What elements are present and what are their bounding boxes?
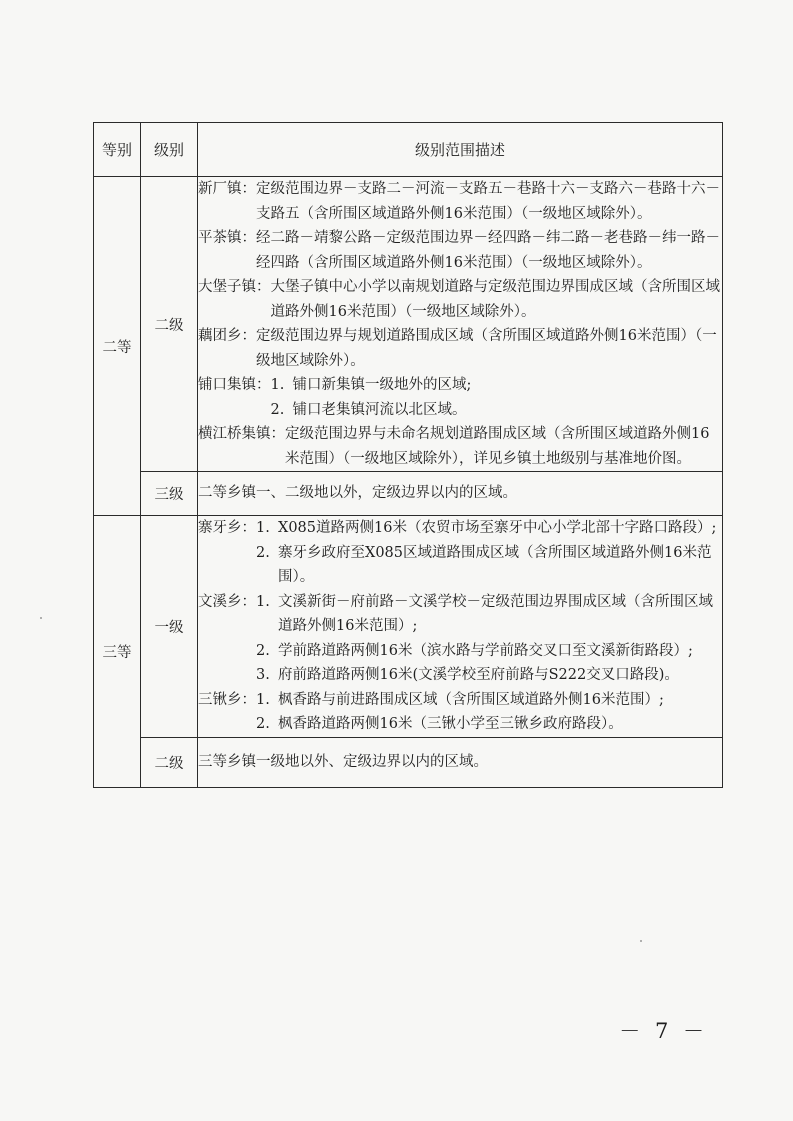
town-description: 定级范围边界－支路二－河流－支路五－巷路十六－支路六－巷路十六－支路五（含所围区域道路外侧16米范围）（一级地区域除外）。 xyxy=(256,181,720,222)
town-entry xyxy=(198,590,722,688)
item-text: 枫香路道路两侧16米（三锹小学至三锹乡政府路段）。 xyxy=(278,716,623,732)
town-entry xyxy=(198,688,722,737)
town-name: 寨牙乡： xyxy=(198,520,256,536)
land-grade-table xyxy=(93,122,723,788)
numbered-list xyxy=(256,516,722,590)
town-description: 定级范围边界与未命名规划道路围成区域（含所围区域道路外侧16米范围）（一级地区域除外），详见乡镇土地级别与基准地价图。 xyxy=(285,426,710,467)
town-name: 三锹乡： xyxy=(198,691,256,708)
item-number: 1. xyxy=(256,691,270,708)
town-entry xyxy=(198,177,722,226)
item-text: X085道路两侧16米（农贸市场至寨牙中心小学北部十字路口路段）; xyxy=(278,520,717,536)
page-number: － 7 － xyxy=(619,1019,708,1043)
item-number: 1. xyxy=(256,520,270,536)
item-number: 2. xyxy=(256,544,270,561)
list-item xyxy=(256,712,722,737)
item-text: 寨牙乡政府至X085区域道路围成区域（含所围区域道路外侧16米范围）。 xyxy=(278,544,712,585)
town-description: 大堡子镇中心小学以南规划道路与定级范围边界围成区域（含所围区域道路外侧16米范围）（一级地区域除外）。 xyxy=(270,279,720,320)
description-cell xyxy=(198,177,723,472)
table-row xyxy=(94,516,723,738)
header-description: 级别范围描述 xyxy=(198,123,723,177)
numbered-list xyxy=(256,688,722,737)
town-name: 铺口集镇： xyxy=(198,377,271,393)
list-item xyxy=(271,373,723,398)
item-number: 2. xyxy=(270,401,285,418)
item-text: 府前路道路两侧16米(文溪学校至府前路与S222交叉口路段)。 xyxy=(278,667,679,683)
town-name: 大堡子镇： xyxy=(198,279,271,295)
list-item xyxy=(256,639,722,664)
numbered-list xyxy=(271,373,723,422)
level-cell: 二级 xyxy=(141,177,198,472)
list-item xyxy=(256,688,722,713)
item-text: 铺口老集镇河流以北区域。 xyxy=(292,401,467,418)
list-item xyxy=(256,590,722,639)
town-description: 定级范围边界与规划道路围成区域（含所围区域道路外侧16米范围）（一级地区域除外）。 xyxy=(256,328,717,369)
list-item xyxy=(271,398,723,423)
item-text: 铺口新集镇一级地外的区域; xyxy=(292,377,472,393)
description-cell xyxy=(198,516,723,738)
grade-cell: 二等 xyxy=(94,177,141,516)
grade-cell: 三等 xyxy=(94,516,141,788)
table-row xyxy=(94,472,723,516)
numbered-list xyxy=(256,590,722,688)
item-text: 学前路道路两侧16米（滨水路与学前路交叉口至文溪新街路段）; xyxy=(278,642,693,659)
list-item xyxy=(256,541,722,590)
town-name: 新厂镇： xyxy=(198,181,256,197)
town-entry xyxy=(198,516,722,590)
town-entry xyxy=(198,226,722,275)
list-item xyxy=(256,516,722,541)
item-number: 2. xyxy=(256,642,270,659)
town-entry xyxy=(198,373,722,422)
description-cell: 三等乡镇一级地以外、定级边界以内的区域。 xyxy=(198,737,723,787)
description-cell: 二等乡镇一、二级地以外，定级边界以内的区域。 xyxy=(198,472,723,516)
scan-speck xyxy=(40,617,42,619)
town-entry xyxy=(198,324,722,373)
town-name: 文溪乡： xyxy=(198,593,256,610)
item-number: 3. xyxy=(256,667,270,683)
list-item xyxy=(256,663,722,688)
town-name: 平茶镇： xyxy=(198,230,256,246)
level-cell: 一级 xyxy=(141,516,198,738)
item-number: 1. xyxy=(270,377,285,393)
item-text: 文溪新街－府前路－文溪学校－定级范围边界围成区域（含所围区域道路外侧16米范围）; xyxy=(278,593,713,634)
town-name: 藕团乡： xyxy=(198,328,256,344)
town-name: 横江桥集镇： xyxy=(198,426,285,442)
town-entry xyxy=(198,422,722,471)
table-row xyxy=(94,737,723,787)
item-number: 2. xyxy=(256,716,270,732)
table-header-row xyxy=(94,123,723,177)
town-entry xyxy=(198,275,722,324)
item-text: 枫香路与前进路围成区域（含所围区域道路外侧16米范围）; xyxy=(278,691,664,708)
level-cell: 三级 xyxy=(141,472,198,516)
table-row xyxy=(94,177,723,472)
scan-speck xyxy=(640,940,642,942)
level-cell: 二级 xyxy=(141,737,198,787)
header-grade: 等别 xyxy=(94,123,141,177)
town-description: 经二路－靖黎公路－定级范围边界－经四路－纬二路－老巷路－纬一路－经四路（含所围区域道路外侧16米范围）（一级地区域除外）。 xyxy=(256,230,720,271)
header-level: 级别 xyxy=(141,123,198,177)
item-number: 1. xyxy=(256,593,270,610)
